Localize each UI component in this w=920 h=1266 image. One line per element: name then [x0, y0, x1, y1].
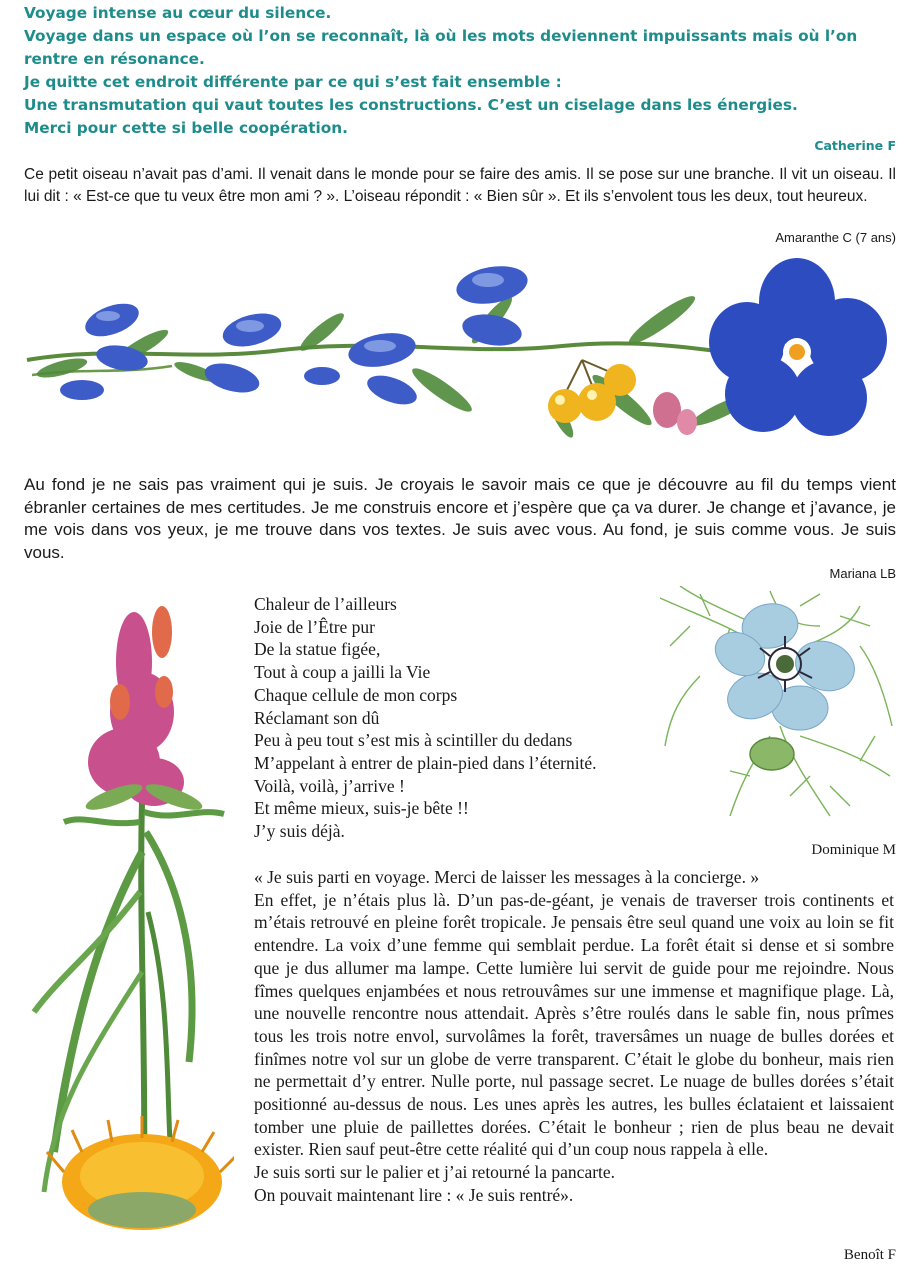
poem-line: Et même mieux, suis-je bête !! — [254, 798, 469, 819]
bird-story: Ce petit oiseau n’avait pas d’ami. Il venait dans le monde pour se faire des amis. Il se pose sur une branche. Il vit un oiseau. Il lui dit : « Est-ce que tu veux être mon ami ? ». L’oiseau répondit : « Bien sûr ». Et ils s’envolent tous les deux, tout heureux. — [24, 166, 896, 205]
poem-line: M’appelant à entrer de plain-pied dans l’éternité. — [254, 752, 597, 773]
author-amaranthe: Amaranthe C (7 ans) — [775, 230, 896, 245]
story-paragraph: « Je suis parti en voyage. Merci de laisser les messages à la concierge. » — [254, 867, 760, 887]
poem-line: Réclamant son dû — [254, 707, 380, 728]
blue-flower-garland — [22, 250, 900, 462]
nigella-flower — [660, 586, 896, 826]
intro-poem — [24, 2, 896, 140]
story-paragraph: En effet, je n’étais plus là. D’un pas-de-géant, je venais de traverser trois continents et m’étais retrouvé en pleine forêt tropicale. Je pensais être seul quand une voix au loin se fit entendre. La voix d’une femme qui semblait perdue. La forêt était si dense et si sombre que je dus allumer ma lampe. Cette lumière lui servit de guide pour me rejoindre. Nous fîmes quelques enjambées et nous retrouvâmes sur une immense et magnifique plage. Là, une nouvelle rencontre nous attendait. Après s’être roulés dans le sable fin, nous prîmes tous les trois notre envol, survolâmes la forêt, traversâmes un nuage de bulles dorées et finîmes notre vol sur un globe de verre transparent. C’était le globe du bonheur, mais rien ne permettait d’y entrer. Nulle porte, nul passage secret. Le nuage de bulles dorées s’était positionné au-dessus de nous. Les unes après les autres, les bulles éclataient et laissaient tomber une pluie de paillettes dorées. C’était le bonheur ; rien de plus beau ne devait exister. Rien sauf peut-être cette réalité qui d’un coup nous rappela à elle. — [254, 889, 894, 1160]
intro-line: Voyage dans un espace où l’on se reconnaît, là où les mots deviennent impuissants mais où l’on rentre en résonance. — [24, 27, 858, 68]
intro-line: Une transmutation qui vaut toutes les constructions. C’est un ciselage dans les énergies. — [24, 96, 798, 114]
author-benoit: Benoît F — [843, 1247, 896, 1263]
poem-line: Joie de l’Être pur — [254, 616, 375, 637]
poem-line: Voilà, voilà, j’arrive ! — [254, 775, 405, 796]
poem-line: J’y suis déjà. — [254, 821, 345, 842]
poem-line: Tout à coup a jailli la Vie — [254, 662, 431, 683]
poem-line: Peu à peu tout s’est mis à scintiller du dedans — [254, 730, 573, 751]
intro-line: Voyage intense au cœur du silence. — [24, 4, 332, 22]
identity-text: Au fond je ne sais pas vraiment qui je suis. Je croyais le savoir mais ce que je découvre au fil du temps vient ébranler certaines de mes certitudes. Je me construis encore et j’espère que ça va durer. Je change et j’avance, je me vois dans vos yeux, je me trouve dans vos textes. Je suis avec vous. Au fond, je suis comme vous. Je suis vous. — [24, 475, 896, 562]
poem-line: De la statue figée, — [254, 639, 381, 660]
author-mariana: Mariana LB — [829, 566, 896, 581]
travel-story — [254, 866, 894, 1207]
author-dominique: Dominique M — [811, 842, 896, 858]
author-catherine: Catherine F — [814, 138, 896, 153]
poem-line: Chaque cellule de mon corps — [254, 684, 458, 705]
story-paragraph: Je suis sorti sur le palier et j’ai retourné la pancarte. — [254, 1162, 616, 1183]
poem — [254, 593, 597, 843]
poem-line: Chaleur de l’ailleurs — [254, 594, 397, 614]
intro-line: Je quitte cet endroit différente par ce qui s’est fait ensemble : — [24, 73, 562, 91]
intro-line: Merci pour cette si belle coopération. — [24, 119, 348, 137]
story-paragraph: On pouvait maintenant lire : « Je suis rentré». — [254, 1184, 574, 1205]
thistle-plant — [24, 592, 234, 1252]
